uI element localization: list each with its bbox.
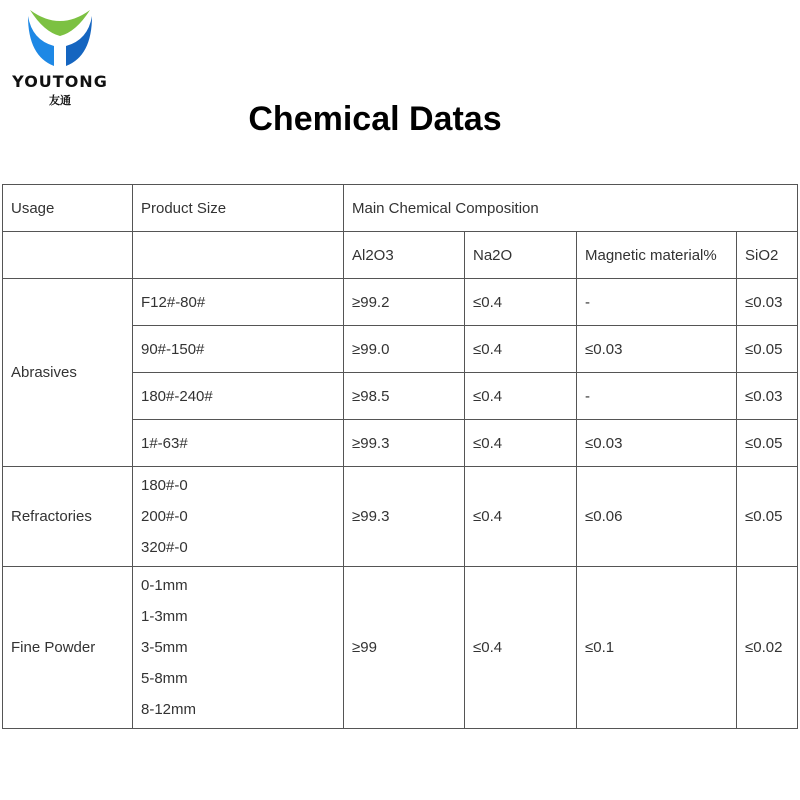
size-item: 3-5mm xyxy=(141,639,188,656)
size-item: 5-8mm xyxy=(141,670,188,687)
size-item: 180#-0 xyxy=(141,477,188,494)
table-header-row xyxy=(3,185,798,232)
cell-al2o3: ≥98.5 xyxy=(344,373,465,420)
header-na2o: Na2O xyxy=(465,232,577,279)
cell-na2o: ≤0.4 xyxy=(465,420,577,467)
table-row xyxy=(3,279,798,326)
brand-logo xyxy=(10,6,110,106)
cell-al2o3: ≥99.0 xyxy=(344,326,465,373)
cell-na2o: ≤0.4 xyxy=(465,567,577,729)
cell-size: 90#-150# xyxy=(133,326,344,373)
cell-size-list xyxy=(133,467,344,567)
usage-refractories: Refractories xyxy=(3,467,133,567)
header-al2o3: Al2O3 xyxy=(344,232,465,279)
cell-magnetic: ≤0.1 xyxy=(577,567,737,729)
cell-sio2: ≤0.02 xyxy=(737,567,798,729)
header-usage: Usage xyxy=(3,185,133,232)
cell-size: F12#-80# xyxy=(133,279,344,326)
table-subheader-row xyxy=(3,232,798,279)
size-item: 1-3mm xyxy=(141,608,188,625)
cell-na2o: ≤0.4 xyxy=(465,326,577,373)
youtong-logo-icon xyxy=(26,6,94,68)
cell-al2o3: ≥99 xyxy=(344,567,465,729)
header-product-size: Product Size xyxy=(133,185,344,232)
size-item: 8-12mm xyxy=(141,701,197,718)
size-item: 200#-0 xyxy=(141,508,188,525)
cell-sio2: ≤0.05 xyxy=(737,326,798,373)
cell-magnetic: ≤0.03 xyxy=(577,420,737,467)
cell-na2o: ≤0.4 xyxy=(465,279,577,326)
header-main-composition: Main Chemical Composition xyxy=(344,185,798,232)
cell-sio2: ≤0.05 xyxy=(737,467,798,567)
cell-magnetic: ≤0.06 xyxy=(577,467,737,567)
chemical-data-table xyxy=(2,184,798,729)
cell-al2o3: ≥99.2 xyxy=(344,279,465,326)
usage-fine-powder: Fine Powder xyxy=(3,567,133,729)
size-item: 320#-0 xyxy=(141,539,188,556)
cell-sio2: ≤0.03 xyxy=(737,279,798,326)
cell-magnetic: - xyxy=(577,279,737,326)
cell-size: 1#-63# xyxy=(133,420,344,467)
cell-size: 180#-240# xyxy=(133,373,344,420)
cell-magnetic: ≤0.03 xyxy=(577,326,737,373)
cell-na2o: ≤0.4 xyxy=(465,373,577,420)
size-item: 0-1mm xyxy=(141,577,188,594)
usage-abrasives: Abrasives xyxy=(3,279,133,467)
table-row xyxy=(3,467,798,567)
brand-name-cn: 友通 xyxy=(49,94,71,107)
brand-name: YOUTONG xyxy=(12,72,108,91)
cell-sio2: ≤0.05 xyxy=(737,420,798,467)
cell-al2o3: ≥99.3 xyxy=(344,467,465,567)
cell-magnetic: - xyxy=(577,373,737,420)
cell-na2o: ≤0.4 xyxy=(465,467,577,567)
table-row xyxy=(3,567,798,729)
cell-size-list xyxy=(133,567,344,729)
page-title: Chemical Datas xyxy=(248,100,502,138)
cell-al2o3: ≥99.3 xyxy=(344,420,465,467)
subheader-empty-usage xyxy=(3,232,133,279)
cell-sio2: ≤0.03 xyxy=(737,373,798,420)
subheader-empty-size xyxy=(133,232,344,279)
header-sio2: SiO2 xyxy=(737,232,798,279)
header-magnetic: Magnetic material% xyxy=(577,232,737,279)
